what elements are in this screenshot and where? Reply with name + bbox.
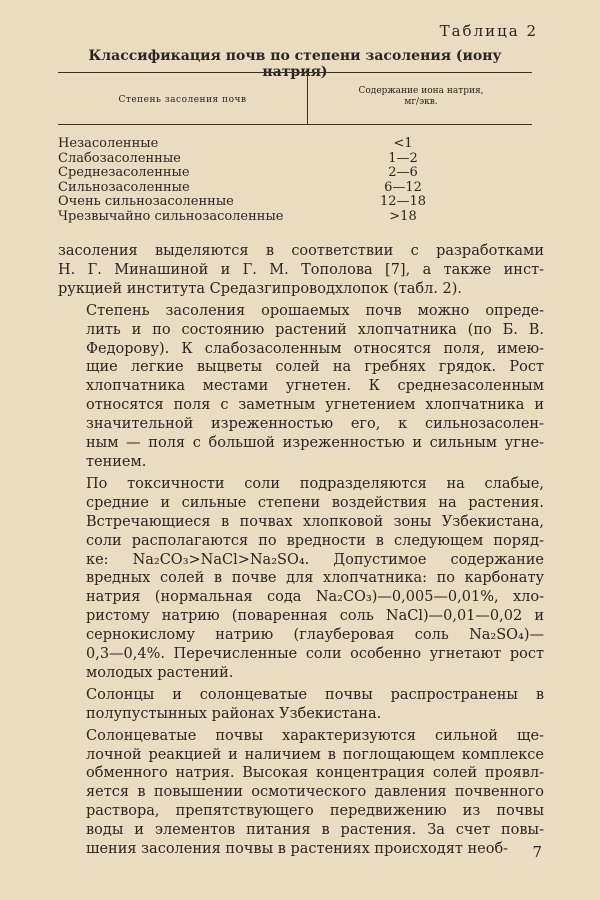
text-line: Н. Г. Минашиной и Г. М. Тополова [7], а также инст- xyxy=(58,261,544,278)
text-line: раствора, препятствующего передвижению из почвы xyxy=(86,803,544,820)
paragraph xyxy=(58,727,544,859)
table-header-category: Степень засоления почв xyxy=(118,95,247,105)
row-category: Среднезасоленные xyxy=(58,165,190,180)
text-line: яется в повышении осмотического давления почвенного xyxy=(86,784,544,801)
row-category: Сильнозасоленные xyxy=(58,179,190,195)
text-line: Солонцеватые почвы характеризуются сильной ще- xyxy=(86,727,544,744)
row-category: Незасоленные xyxy=(58,136,159,151)
table-row xyxy=(58,195,532,210)
text-line: ным — поля с большой изреженностью и сильным угне- xyxy=(86,435,544,452)
text-line: молодых растений. xyxy=(86,664,234,681)
text-line: лочной реакцией и наличием в поглощающем комплексе xyxy=(86,746,544,763)
row-value: 2—6 xyxy=(388,165,418,180)
text-line: По токсичности соли подразделяются на слабые, xyxy=(86,475,544,492)
text-line: средние и сильные степени воздействия на растения. xyxy=(86,494,544,511)
text-line: значительной изреженностью его, к сильнозасолен- xyxy=(86,416,544,433)
text-line: воды и элементов питания в растения. За счет повы- xyxy=(86,822,544,839)
table-row xyxy=(58,152,532,167)
row-value: <1 xyxy=(393,136,413,151)
table-top-rule xyxy=(58,72,532,73)
row-value: 1—2 xyxy=(388,150,418,166)
table-row xyxy=(58,210,532,225)
text-line: ристому натрию (поваренная соль NaCl)—0,01—0,02 и xyxy=(86,608,544,625)
table-header-value-line1: Содержание иона натрия, xyxy=(358,86,484,96)
row-value: 12—18 xyxy=(379,194,427,209)
text-line: засоления выделяются в соответствии с разработками xyxy=(58,243,544,259)
text-line: обменного натрия. Высокая концентрация солей проявл- xyxy=(86,765,544,782)
text-line: шения засоления почвы в растениях происходят необ- xyxy=(86,841,509,858)
text-line: Встречающиеся в почвах хлопковой зоны Узбекистана, xyxy=(86,513,544,530)
table-body xyxy=(58,137,532,224)
table-header-rule xyxy=(58,124,532,125)
row-value: 6—12 xyxy=(384,179,422,195)
text-line: полупустынных районах Узбекистана. xyxy=(86,705,382,722)
table-number: Таблица 2 xyxy=(439,22,538,40)
table-title: Классификация почв по степени засоления (иону натрия) xyxy=(88,48,502,80)
table-header-value xyxy=(312,86,530,108)
text-line: лить и по состоянию растений хлопчатника (по Б. В. xyxy=(86,321,544,338)
text-line: хлопчатника местами угнетен. К среднезасоленным xyxy=(86,378,544,395)
text-line: Степень засоления орошаемых почв можно опреде- xyxy=(86,302,544,319)
paragraph xyxy=(58,686,544,724)
paragraph xyxy=(58,302,544,472)
row-category: Очень сильнозасоленные xyxy=(58,194,234,209)
page-number: 7 xyxy=(532,843,542,861)
text-line: вредных солей в почве для хлопчатника: по карбонату xyxy=(86,570,544,587)
text-line: 0,3—0,4%. Перечисленные соли особенно угнетают рост xyxy=(86,646,544,663)
text-line: щие легкие выцветы солей на гребнях грядок. Рост xyxy=(86,359,544,376)
row-value: >18 xyxy=(389,208,417,224)
row-category: Слабозасоленные xyxy=(58,150,181,166)
text-line: рукцией института Средазгипроводхлопок (табл. 2). xyxy=(58,280,463,297)
text-line: соли располагаются по вредности в следующем поряд- xyxy=(86,532,544,549)
table-row xyxy=(58,181,532,196)
table-header-divider xyxy=(307,72,308,124)
paragraph xyxy=(58,475,544,683)
text-line: тением. xyxy=(86,453,147,470)
text-line: ке: Na₂CO₃>NaCl>Na₂SO₄. Допустимое содержание xyxy=(86,551,544,568)
table-row xyxy=(58,166,532,181)
table-row xyxy=(58,137,532,152)
text-line: сернокислому натрию (глауберовая соль Na₂SO₄)— xyxy=(86,627,544,644)
text-line: натрия (нормальная сода Na₂CO₃)—0,005—0,01%, хло- xyxy=(86,589,544,606)
text-line: Федорову). К слабозасоленным относятся поля, имею- xyxy=(86,340,544,357)
text-line: относятся поля с заметным угнетением хлопчатника и xyxy=(86,397,544,414)
paragraph xyxy=(58,242,544,299)
row-category: Чрезвычайно сильнозасоленные xyxy=(58,208,284,224)
table-header-value-line2: мг/экв. xyxy=(404,97,438,107)
text-line: Солонцы и солонцеватые почвы распространены в xyxy=(86,686,544,703)
body-text xyxy=(58,242,544,859)
